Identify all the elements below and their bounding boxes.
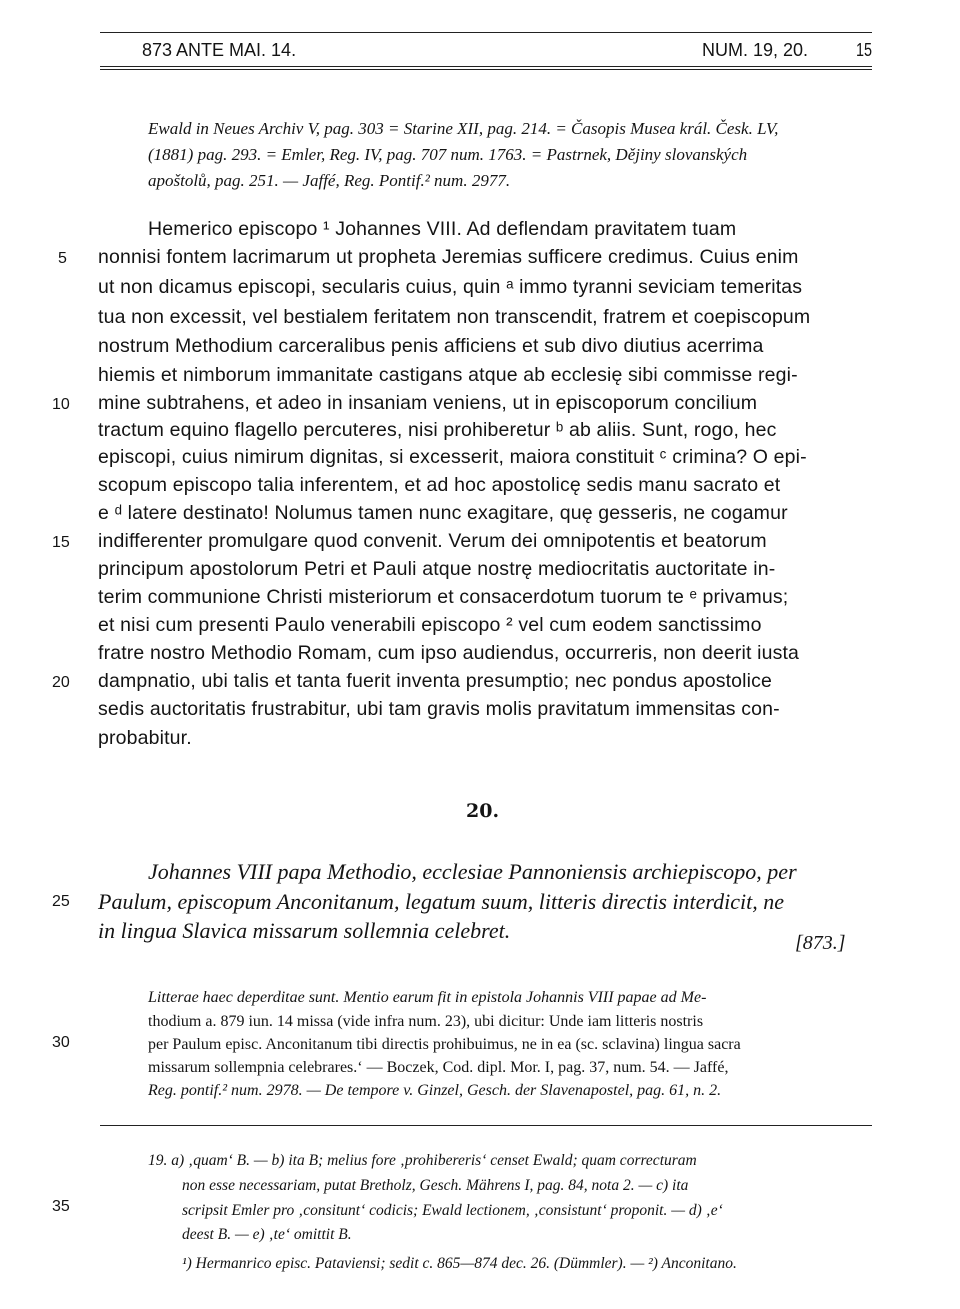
footnote-line: 19. a) ‚quam‘ B. — b) ita B; melius fore ‚prohibereris‘ censet Ewald; quam correcturam: [148, 1152, 697, 1169]
letter-line: hiemis et nimborum immanitate castigans atque ab ecclesię sibi commisse regi-: [98, 364, 798, 386]
note-line: Reg. pontif.² num. 2978. — De tempore v. Ginzel, Gesch. der Slavenapostel, pag. 61, n. 2.: [148, 1082, 722, 1099]
source-ref-line: (1881) pag. 293. = Emler, Reg. IV, pag. 707 num. 1763. = Pastrnek, Dějiny slovanských: [148, 145, 748, 164]
footnote-line: ¹) Hermanrico episc. Pataviensi; sedit c. 865—874 dec. 26. (Dümmler). — ²) Anconitano.: [182, 1255, 737, 1272]
note-line: Litterae haec deperditae sunt. Mentio earum fit in epistola Johannis VIII papae ad Me-: [148, 989, 707, 1006]
regest-line: in lingua Slavica missarum sollemnia celebret.: [98, 918, 511, 943]
letter-line: ut non dicamus episcopi, secularis cuius, quin ᵃ immo tyranni seviciam temeritas: [98, 276, 803, 298]
letter-line: Hemerico episcopo ¹ Johannes VIII. Ad deflendam pravitatem tuam: [148, 218, 737, 240]
letter-line: e ᵈ latere destinato! Nolumus tamen nunc exagitare, quę gesseris, ne cogamur: [98, 502, 788, 524]
line-number: 20: [52, 674, 70, 691]
footnote-line: deest B. — e) ‚te‘ omittit B.: [182, 1226, 352, 1243]
footnote-line: non esse necessariam, putat Bretholz, Gesch. Mährens I, pag. 84, nota 2. — c) ita: [182, 1177, 689, 1194]
letter-line: nonnisi fontem lacrimarum ut propheta Jeremias sufficere credimus. Cuius enim: [98, 246, 799, 268]
letter-line: episcopi, cuius nimirum dignitas, si excesserit, maiora constituit ᶜ crimina? O epi-: [98, 446, 807, 468]
letter-line: sedis auctoritatis frustrabitur, ubi tam gravis molis pravitatum immensitas con-: [98, 698, 780, 720]
document-date: [873.]: [795, 932, 846, 954]
letter-line: terim communione Christi misteriorum et consacerdotum tuorum te ᵉ privamus;: [98, 586, 789, 608]
header-bottom-rule: [100, 66, 872, 67]
letter-line: probabitur.: [98, 727, 192, 749]
note-line: missarum sollempnia celebrares.‘ — Boczek, Cod. dipl. Mor. I, pag. 37, num. 54. — Jaffé,: [148, 1059, 729, 1076]
page-number: 15: [856, 40, 873, 60]
line-number: 30: [52, 1034, 70, 1051]
header-bottom-rule-2: [100, 69, 872, 70]
letter-line: indifferenter promulgare quod convenit. Verum dei omnipotentis et beatorum: [98, 530, 767, 552]
line-number: 15: [52, 534, 70, 551]
header-middle: NUM. 19, 20.: [702, 40, 809, 60]
source-ref-line: Ewald in Neues Archiv V, pag. 303 = Starine XII, pag. 214. = Časopis Musea král. Česk. LV,: [148, 119, 779, 138]
footnote-line: scripsit Emler pro ‚consitunt‘ codicis; Ewald lectionem, ‚consistunt‘ proponit. — d) ‚e‘: [182, 1202, 723, 1219]
letter-line: fratre nostro Methodio Romam, cum ipso audiendus, occurreris, non deerit iusta: [98, 642, 800, 664]
footnote-rule: [100, 1125, 872, 1126]
letter-line: tractum equino flagello percuteres, nisi prohiberetur ᵇ ab aliis. Sunt, rogo, hec: [98, 419, 777, 441]
letter-line: dampnatio, ubi talis et tanta fuerit inventa presumptio; nec pondus apostolice: [98, 670, 773, 692]
header-top-rule: [100, 32, 872, 33]
letter-line: et nisi cum presenti Paulo venerabili episcopo ² vel cum eodem sanctissimo: [98, 614, 762, 636]
line-number: 10: [52, 396, 70, 413]
line-number: 5: [58, 250, 67, 267]
section-number: 20.: [466, 800, 500, 822]
source-ref-line: apoštolů, pag. 251. — Jaffé, Reg. Pontif.² num. 2977.: [148, 171, 511, 190]
letter-line: mine subtrahens, et adeo in insaniam veniens, ut in episcoporum concilium: [98, 392, 758, 414]
letter-line: scopum episcopo talia inferentem, et ad hoc apostolicę sedis manu sacrato et: [98, 474, 781, 496]
note-line: per Paulum episc. Anconitanum tibi directis prohibuimus, ne in ea (sc. sclavina) lingua sacra: [148, 1036, 741, 1053]
header-left: 873 ANTE MAI. 14.: [142, 40, 297, 60]
line-number: 35: [52, 1198, 70, 1215]
note-line: thodium a. 879 iun. 14 missa (vide infra num. 23), ubi dicitur: Unde iam litteris nostris: [148, 1013, 704, 1030]
regest-line: Paulum, episcopum Anconitanum, legatum suum, litteris directis interdicit, ne: [98, 889, 784, 914]
letter-line: principum apostolorum Petri et Pauli atque nostrę mediocritatis auctoritate in-: [98, 558, 776, 580]
letter-line: nostrum Methodium carceralibus penis afficiens et sub divo diutius acerrima: [98, 335, 764, 357]
regest-line: Johannes VIII papa Methodio, ecclesiae Pannoniensis archiepiscopo, per: [148, 859, 797, 884]
letter-line: tua non excessit, vel bestialem feritatem non transcendit, fratrem et coepiscopum: [98, 306, 811, 328]
line-number: 25: [52, 893, 70, 910]
